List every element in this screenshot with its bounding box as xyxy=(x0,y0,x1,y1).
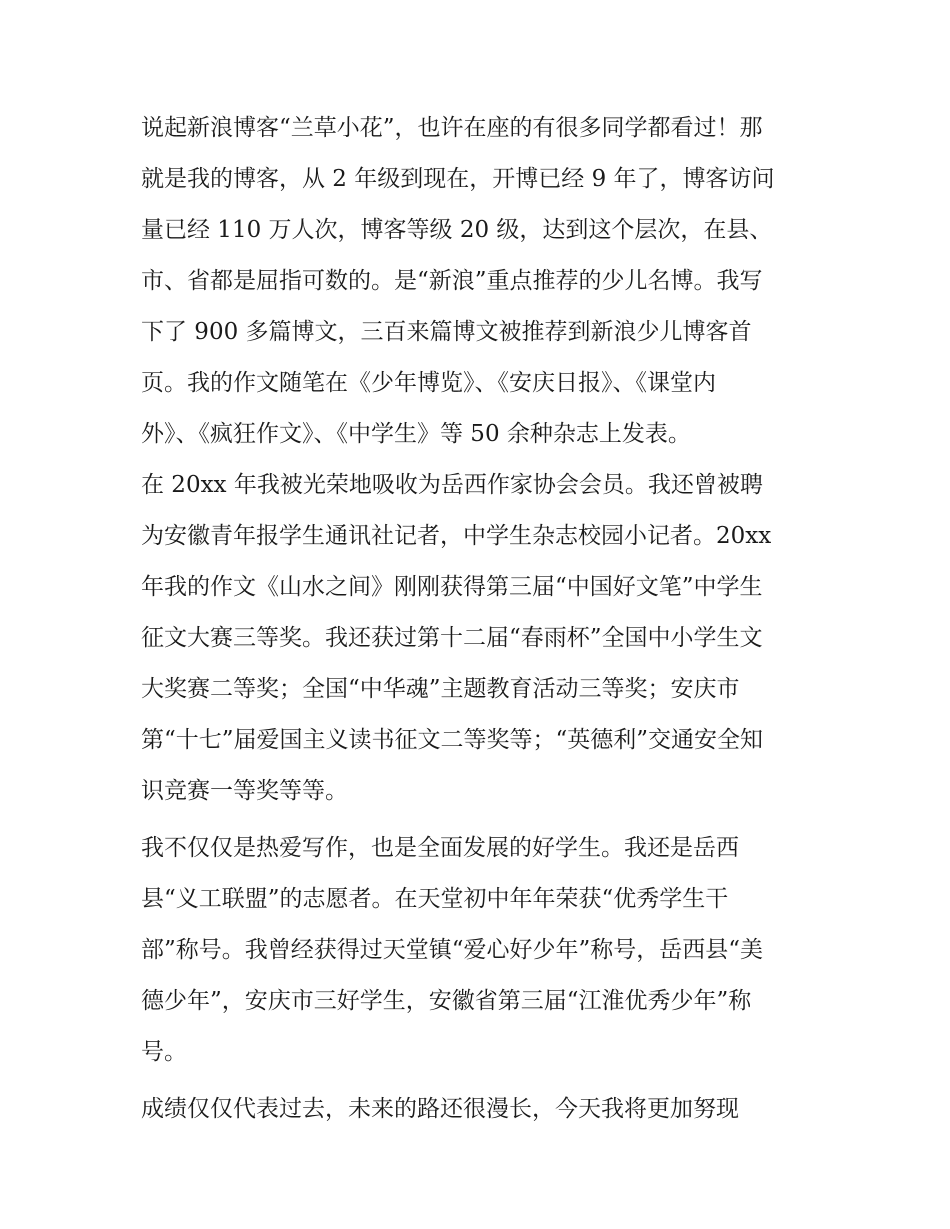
paragraph-student xyxy=(141,823,813,1078)
text-line: 就是我的博客，从 2 年级到现在，开博已经 9 年了，博客访问 xyxy=(141,166,775,192)
text-line: 成绩仅仅代表过去，未来的路还很漫长，今天我将更加努现 xyxy=(141,1096,739,1122)
text-line: 年我的作文《山水之间》刚刚获得第三届“中国好文笔”中学生 xyxy=(141,574,763,600)
text-line: 部”称号。我曾经获得过天堂镇“爱心好少年”称号，岳西县“美 xyxy=(141,937,764,963)
text-line: 识竞赛一等奖等等。 xyxy=(141,778,348,804)
text-line: 德少年”，安庆市三好学生，安徽省第三届“江淮优秀少年”称 xyxy=(141,988,752,1014)
text-line: 第“十七”届爱国主义读书征文二等奖等；“英德利”交通安全知 xyxy=(141,727,764,753)
text-line: 我不仅仅是热爱写作，也是全面发展的好学生。我还是岳西 xyxy=(141,835,739,861)
text-line: 量已经 110 万人次，博客等级 20 级，达到这个层次，在县、 xyxy=(141,217,773,243)
paragraph-blog xyxy=(141,103,813,460)
text-line: 外》、《疯狂作文》、《中学生》等 50 余种杂志上发表。 xyxy=(141,421,691,447)
text-line: 为安徽青年报学生通讯社记者，中学生杂志校园小记者。20xx xyxy=(141,523,772,549)
text-line: 在 20xx 年我被光荣地吸收为岳西作家协会会员。我还曾被聘 xyxy=(141,472,763,498)
document-body xyxy=(141,103,813,1135)
text-line: 下了 900 多篇博文，三百来篇博文被推荐到新浪少儿博客首 xyxy=(141,319,752,345)
text-line: 县“义工联盟”的志愿者。在天堂初中年年荣获“优秀学生干 xyxy=(141,886,729,912)
text-line: 市、省都是屈指可数的。是“新浪”重点推荐的少儿名博。我写 xyxy=(141,268,763,294)
text-line: 大奖赛二等奖；全国“中华魂”主题教育活动三等奖；安庆市 xyxy=(141,676,740,702)
text-line: 页。我的作文随笔在《少年博览》、《安庆日报》、《课堂内 xyxy=(141,370,716,396)
text-line: 征文大赛三等奖。我还获过第十二届“春雨杯”全国中小学生文 xyxy=(141,625,763,651)
text-line: 说起新浪博客“兰草小花”，也许在座的有很多同学都看过！那 xyxy=(141,115,763,141)
text-line: 号。 xyxy=(141,1039,187,1065)
paragraph-awards xyxy=(141,460,813,817)
paragraph-future xyxy=(141,1084,813,1135)
